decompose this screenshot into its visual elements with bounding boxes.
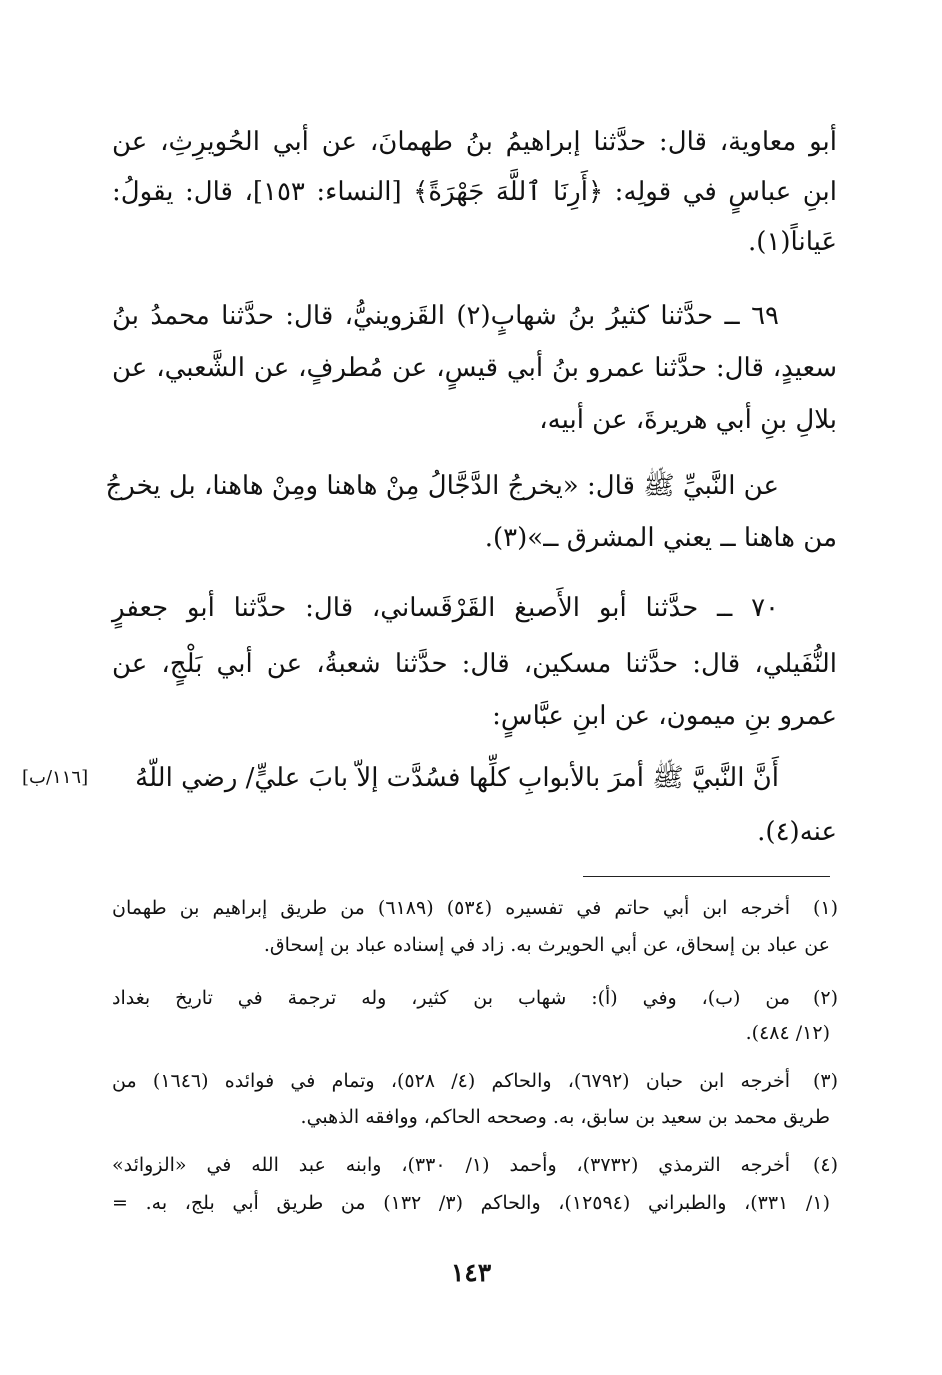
- footnote-line: أخرجه ابن حبان (٦٧٩٢)، والحاكم (٤/ ٥٢٨)، وتمام في فوائده (١٦٤٦) من: [112, 1070, 790, 1092]
- hadith-70-line-2: النُّفَيلي، قال: حدَّثنا مسكين، قال: حدَّثنا شعبةُ، عن أبي بَلْجٍ، عن: [112, 649, 837, 679]
- footnote-line: من (ب)، وفي (أ): شهاب بن كثير، وله ترجمة في تاريخ بغداد: [112, 987, 790, 1009]
- footnote-number: (٢): [812, 987, 838, 1009]
- footnote-number: (٣): [812, 1070, 838, 1092]
- page-number: ١٤٣: [450, 1258, 492, 1287]
- footnote-separator: [583, 876, 830, 877]
- hadith-69-matn-line-1: عن النَّبيِّ ﷺ قال: «يخرجُ الدَّجَّالُ مِنْ هاهنا ومِنْ هاهنا، بل يخرجُ: [105, 471, 779, 501]
- hadith-69-line-1: ٦٩ ــ حدَّثنا كثيرُ بنُ شهابٍ(٢) القَزوينيُّ، قال: حدَّثنا محمدُ بنُ: [112, 301, 779, 331]
- hadith-69-line-3: بلالِ بنِ أبي هريرةَ، عن أبيه،: [539, 405, 837, 435]
- body-line-1: أبو معاوية، قال: حدَّثنا إبراهيمُ بنُ طهمانَ، عن أبي الحُويرِثِ، عن: [112, 127, 837, 157]
- footnote-line: طريق محمد بن سعيد بن سابق، به. وصححه الحاكم، ووافقه الذهبي.: [300, 1106, 830, 1128]
- body-line-2: ابنِ عباسٍ في قولِه: ﴿أَرِنَا ٱللَّهَ جَهْرَةً﴾ [النساء: ١٥٣]، قال: يقولُ:: [112, 177, 837, 207]
- hadith-70-matn-line-2: عنه(٤).: [757, 817, 837, 847]
- hadith-69-matn-line-2: من هاهنا ــ يعني المشرق ــ»(٣).: [484, 523, 837, 553]
- footnote-number: (١): [812, 897, 838, 919]
- hadith-70-line-1: ٧٠ ــ حدَّثنا أبو الأَصبغ القَرْقَساني، قال: حدَّثنا أبو جعفرٍ: [112, 593, 779, 623]
- hadith-70-line-3: عمرو بنِ ميمون، عن ابنِ عبَّاسٍ:: [492, 701, 837, 731]
- footnote-number: (٤): [812, 1154, 838, 1176]
- footnote-line: عن عباد بن إسحاق، عن أبي الحويرث به. زاد في إسناده عباد بن إسحاق.: [263, 934, 830, 956]
- body-line-3: عَياناً(١).: [748, 227, 837, 257]
- manuscript-folio-marker: [١١٦/ب]: [22, 767, 89, 788]
- hadith-69-line-2: سعيدٍ، قال: حدَّثنا عمرو بنُ أبي قيسٍ، عن مُطرفٍ، عن الشَّعبي، عن: [112, 353, 837, 383]
- footnote-line: أخرجه الترمذي (٣٧٣٢)، وأحمد (١/ ٣٣٠)، وابنه عبد الله في «الزوائد»: [112, 1154, 790, 1176]
- footnote-line: (١/ ٣٣١)، والطبراني (١٢٥٩٤)، والحاكم (٣/ ١٣٢) من طريق أبي بلج، به. =: [112, 1192, 830, 1214]
- hadith-70-matn-line-1: أَنَّ النَّبيَّ ﷺ أمرَ بالأبوابِ كلِّها فسُدَّت إلاّ بابَ عليٍّ/ رضي اللّهُ: [135, 763, 779, 793]
- footnote-line: أخرجه ابن أبي حاتم في تفسيره (٥٣٤) (٦١٨٩) من طريق إبراهيم بن طهمان: [112, 897, 790, 919]
- footnote-line: (١٢/ ٤٨٤).: [745, 1022, 830, 1044]
